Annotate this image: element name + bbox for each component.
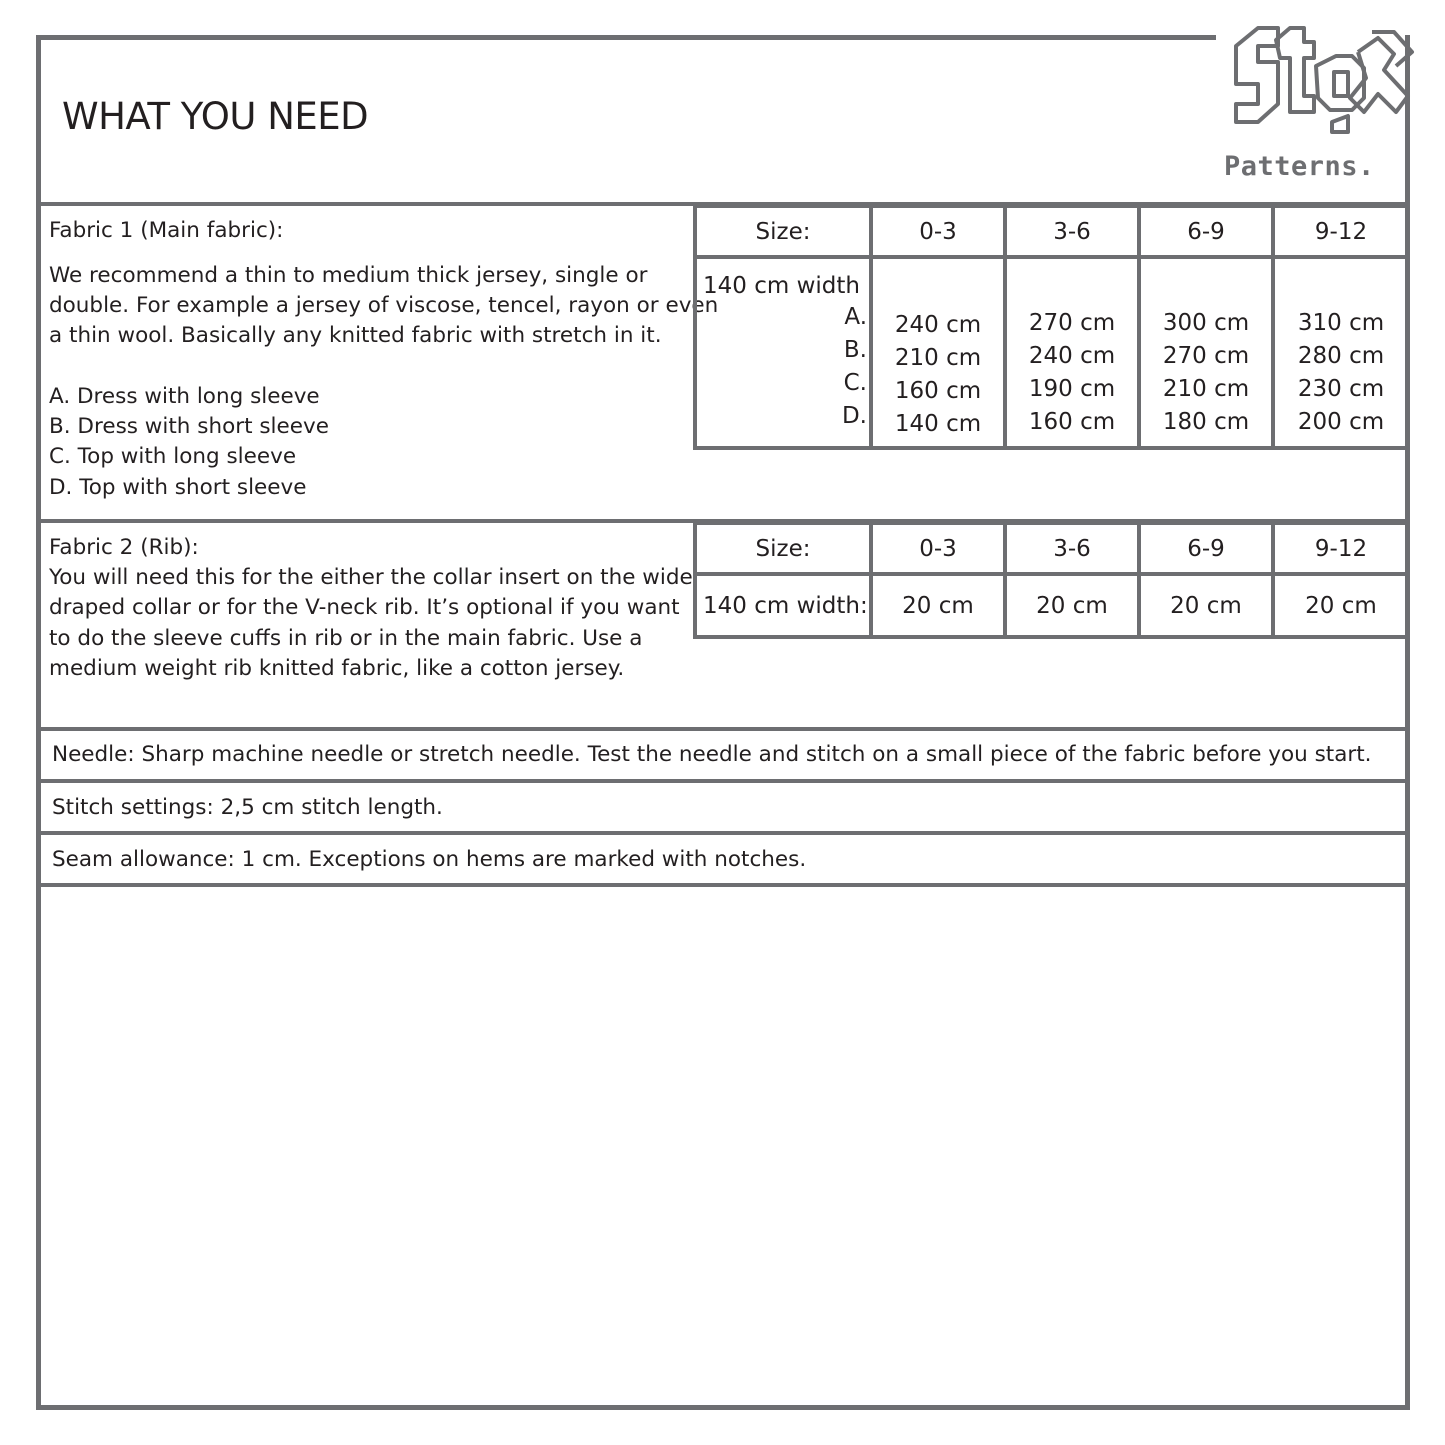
divider: [41, 727, 1405, 731]
width-label: 140 cm width: [703, 273, 860, 299]
table-cell: 20 cm: [1139, 574, 1273, 637]
size-header: 9-12: [1273, 523, 1407, 574]
size-label: Size:: [695, 523, 871, 574]
needle-row: Needle: Sharp machine needle or stretch needle. Test the needle and stitch on a small piece of the fabric before you start.: [52, 742, 1372, 767]
table-cell: 210 cm: [894, 345, 982, 371]
table-cell: 270 cm: [1162, 343, 1250, 369]
size-column: [1139, 257, 1273, 448]
table-cell: 270 cm: [1028, 310, 1116, 336]
list-item: A. Dress with long sleeve: [49, 384, 320, 409]
fabric2-size-table: [693, 521, 1407, 639]
table-cell: 20 cm: [1005, 574, 1139, 637]
table-row: [695, 206, 1407, 257]
list-item: B. Dress with short sleeve: [49, 414, 329, 440]
description-line: a thin wool. Basically any knitted fabric with stretch in it.: [49, 323, 662, 349]
logo-wordmark: Patterns.: [1224, 151, 1375, 182]
table-row: [695, 257, 1407, 448]
table-cell: 240 cm: [1028, 343, 1116, 369]
table-cell: 280 cm: [1297, 343, 1385, 369]
divider: [41, 831, 1405, 835]
description-line: medium weight rib knitted fabric, like a cotton jersey.: [49, 655, 625, 681]
table-row: [695, 523, 1407, 574]
table-cell: 20 cm: [871, 574, 1005, 637]
table-cell: 240 cm: [894, 312, 982, 338]
description-line: to do the sleeve cuffs in rib or in the main fabric. Use a: [49, 625, 643, 651]
table-row: [695, 574, 1407, 637]
table-cell: 160 cm: [1028, 409, 1116, 435]
width-cell: [695, 257, 871, 448]
size-header: 0-3: [871, 206, 1005, 257]
description-line: You will need this for the either the collar insert on the wide: [49, 565, 693, 591]
table-cell: 190 cm: [1028, 376, 1116, 402]
table-cell: 200 cm: [1297, 409, 1385, 435]
size-label: Size:: [695, 206, 871, 257]
fabric1-heading: Fabric 1 (Main fabric):: [49, 218, 284, 243]
description-line: draped collar or for the V-neck rib. It’s optional if you want: [49, 595, 680, 621]
size-column: [871, 257, 1005, 448]
fabric2-heading: Fabric 2 (Rib):: [49, 535, 199, 560]
frame-top-line: [36, 35, 1216, 40]
table-cell: 310 cm: [1297, 310, 1385, 336]
page-title: WHAT YOU NEED: [62, 95, 369, 138]
list-item: D. Top with short sleeve: [49, 474, 307, 500]
size-header: 3-6: [1005, 523, 1139, 574]
list-item: C. Top with long sleeve: [49, 444, 297, 470]
size-header: 3-6: [1005, 206, 1139, 257]
size-column: [1005, 257, 1139, 448]
size-header: 6-9: [1139, 523, 1273, 574]
row-label: B.: [843, 337, 867, 363]
fabric1-description: [49, 261, 718, 352]
description-line: We recommend a thin to medium thick jersey, single or: [49, 263, 648, 288]
table-cell: 210 cm: [1162, 376, 1250, 402]
table-cell: 180 cm: [1162, 409, 1250, 435]
divider: [41, 883, 1405, 887]
fabric1-items: [49, 382, 329, 503]
description-line: double. For example a jersey of viscose, tencel, rayon or even: [49, 293, 719, 319]
table-cell: 300 cm: [1162, 310, 1250, 336]
fabric2-block: [49, 533, 693, 684]
table-cell: 230 cm: [1297, 376, 1385, 402]
row-labels: [703, 301, 867, 433]
stitch-row: Stitch settings: 2,5 cm stitch length.: [52, 795, 443, 820]
table-cell: 140 cm: [894, 411, 982, 437]
row-label: D.: [841, 403, 867, 429]
size-header: 6-9: [1139, 206, 1273, 257]
size-header: 9-12: [1273, 206, 1407, 257]
row-label: A.: [844, 304, 867, 330]
row-label: C.: [843, 370, 867, 396]
width-label: 140 cm width:: [695, 574, 871, 637]
size-header: 0-3: [871, 523, 1005, 574]
fabric1-size-table: [693, 204, 1407, 450]
table-cell: 20 cm: [1273, 574, 1407, 637]
size-column: [1273, 257, 1407, 448]
seam-row: Seam allowance: 1 cm. Exceptions on hems are marked with notches.: [52, 847, 807, 872]
divider: [41, 779, 1405, 783]
table-cell: 160 cm: [894, 378, 982, 404]
